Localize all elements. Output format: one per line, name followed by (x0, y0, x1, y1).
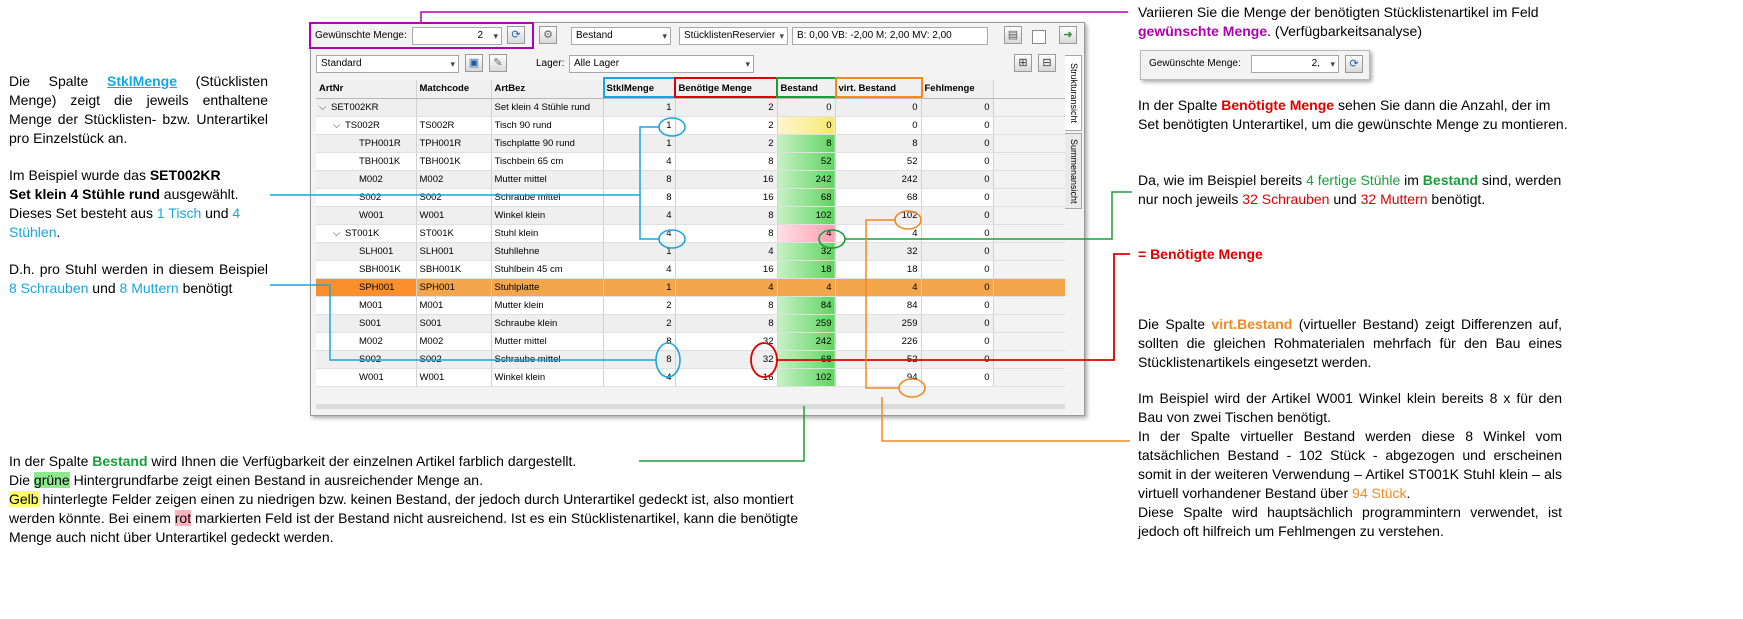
tab-structure-view[interactable]: Strukturansicht (1065, 55, 1082, 131)
refresh-icon[interactable]: ⟳ (507, 26, 525, 44)
expand-all-icon[interactable]: ⊞ (1014, 54, 1032, 72)
cell-ben[interactable]: 2 (675, 98, 777, 116)
col-needed-qty[interactable]: Benötige Menge (675, 80, 777, 98)
wished-qty-connector (421, 12, 1128, 23)
cell-bez[interactable]: Winkel klein (491, 368, 603, 386)
cell-stkl[interactable]: 4 (603, 368, 675, 386)
stklmenge-header-frame (604, 78, 675, 97)
cell-best[interactable]: 242 (777, 170, 835, 188)
cell-stkl[interactable]: 2 (603, 296, 675, 314)
cell-virt[interactable]: 84 (835, 296, 921, 314)
cell-virt[interactable]: 4 (835, 278, 921, 296)
tree-expander-icon[interactable]: ⌵ (333, 119, 341, 131)
artnr-text: S002 (359, 353, 382, 365)
cell-ben[interactable]: 16 (675, 260, 777, 278)
keyword-needed-qty: Benötigte Menge (1221, 97, 1335, 113)
cell-fehl[interactable]: 0 (921, 296, 993, 314)
chevron-down-icon: ▾ (450, 59, 455, 69)
artnr-text: TBH001K (359, 155, 401, 167)
cell-fehl[interactable]: 0 (921, 116, 993, 134)
ellipse-chair-stock (819, 230, 845, 248)
note-equals-needed: = Benötigte Menge (1138, 246, 1263, 262)
cell-best[interactable]: 0 (777, 116, 835, 134)
col-bestand[interactable]: Bestand (777, 80, 835, 98)
artnr-text: SLH001 (359, 245, 394, 257)
cell-stkl[interactable]: 1 (603, 278, 675, 296)
keyword-set-artnr: SET002KR (149, 167, 221, 183)
cell-stkl[interactable]: 1 (603, 242, 675, 260)
keyword-wished-qty: gewünschte Menge (1138, 23, 1268, 39)
cell-match[interactable]: M002 (416, 170, 491, 188)
cell-stkl[interactable]: 4 (603, 224, 675, 242)
artnr-text: TS002R (345, 119, 380, 131)
cell-virt[interactable]: 52 (835, 350, 921, 368)
collapse-all-icon[interactable]: ⊟ (1038, 54, 1056, 72)
artnr-text: SET002KR (331, 101, 379, 113)
cell-stkl[interactable]: 4 (603, 152, 675, 170)
cell-match[interactable]: S002 (416, 350, 491, 368)
cell-stkl[interactable]: 1 (603, 116, 675, 134)
artnr-text: S002 (359, 191, 382, 203)
cell-ben[interactable]: 8 (675, 224, 777, 242)
cell-ben[interactable]: 2 (675, 134, 777, 152)
note-w001-example: Im Beispiel wird der Artikel W001 Winkel klein bereits 8 x für den Bau von zwei Tischen benötigt. In der Spalte virtueller Bestand werden diese 8 Winkel vom tatsächlichen Bestand - 102 Stück - abgezogen und erscheinen somit in der weiteren Verwendung – Artikel ST001K Stuhl klein – als virtuell vorhandener Bestand über 94 Stück. Diese Spalte wird hauptsächlich programmintern verwendet, ist jedoch oft hilfreich um Fehlmengen zu verstehen. (1138, 390, 1562, 539)
keyword-stklmenge: StklMenge (106, 73, 177, 89)
cell-virt[interactable]: 32 (835, 242, 921, 260)
cell-virt[interactable]: 68 (835, 188, 921, 206)
cell-fehl[interactable]: 0 (921, 224, 993, 242)
cell-fehl[interactable]: 0 (921, 98, 993, 116)
cell-best[interactable]: 242 (777, 332, 835, 350)
cell-fehl[interactable]: 0 (921, 206, 993, 224)
eraser-icon[interactable]: ✎ (489, 54, 507, 72)
cell-bez[interactable]: Stuhl klein (491, 224, 603, 242)
cell-virt[interactable]: 52 (835, 152, 921, 170)
chevron-down-icon: ▾ (779, 31, 784, 41)
cell-best[interactable]: 8 (777, 134, 835, 152)
cell-bez[interactable]: Winkel klein (491, 206, 603, 224)
cell-fehl[interactable]: 0 (921, 332, 993, 350)
artnr-text: W001 (359, 209, 384, 221)
cell-ben[interactable]: 32 (675, 350, 777, 368)
ellipse-ts002r-stkl (659, 118, 685, 136)
cell-best[interactable]: 102 (777, 206, 835, 224)
cell-fehl[interactable]: 0 (921, 134, 993, 152)
cell-best[interactable]: 68 (777, 188, 835, 206)
ellipse-chair-screws (656, 343, 680, 377)
cell-match[interactable]: M001 (416, 296, 491, 314)
report-icon[interactable]: ▤ (1004, 26, 1022, 44)
cell-best[interactable]: 4 (777, 278, 835, 296)
needed-qty-header-frame (675, 78, 777, 97)
cell-virt[interactable]: 8 (835, 134, 921, 152)
artnr-text: SBH001K (359, 263, 401, 275)
artnr-text: S001 (359, 317, 382, 329)
artnr-text: M002 (359, 335, 383, 347)
cell-bez[interactable]: Stuhlplatte (491, 278, 603, 296)
cell-stkl[interactable]: 1 (603, 98, 675, 116)
cell-bez[interactable]: Mutter klein (491, 296, 603, 314)
settings-gear-icon[interactable]: ⚙ (539, 26, 557, 44)
cell-virt[interactable]: 0 (835, 98, 921, 116)
col-artbez[interactable]: ArtBez (491, 80, 603, 98)
cell-match[interactable]: TS002R (416, 116, 491, 134)
wished-qty-frame (310, 23, 533, 48)
col-artnr[interactable]: ArtNr (316, 80, 416, 98)
stock-type-select[interactable]: Bestand ▾ (571, 27, 671, 45)
artnr-text: TPH001R (359, 137, 401, 149)
col-matchcode[interactable]: Matchcode (416, 80, 491, 98)
warehouse-select[interactable]: Alle Lager ▾ (569, 55, 754, 73)
cell-bez[interactable]: Mutter mittel (491, 170, 603, 188)
cell-best[interactable]: 52 (777, 152, 835, 170)
cell-ben[interactable]: 8 (675, 206, 777, 224)
wished-qty-input[interactable]: 2 ▾ (412, 27, 502, 45)
note-virt-bestand: Die Spalte virt.Bestand (virtueller Bestand) zeigt Differenzen auf, sollten die gleichen Rohmaterialen mehrfach für den Bau eines Stücklistenartikels eingesetzt werden. (1138, 316, 1562, 370)
cell-bez[interactable]: Mutter mittel (491, 332, 603, 350)
artnr-text: M002 (359, 173, 383, 185)
cell-virt[interactable]: 242 (835, 170, 921, 188)
cell-match[interactable]: SPH001 (416, 278, 491, 296)
cell-fehl[interactable]: 0 (921, 170, 993, 188)
export-icon[interactable]: ➜ (1059, 26, 1077, 44)
cell-best[interactable]: 259 (777, 314, 835, 332)
cell-virt[interactable]: 0 (835, 116, 921, 134)
keyword-bestand: Bestand (92, 453, 148, 469)
cell-best[interactable]: 18 (777, 260, 835, 278)
artnr-text: SPH001 (359, 281, 395, 293)
cell-ben[interactable]: 8 (675, 314, 777, 332)
cell-ben[interactable]: 8 (675, 296, 777, 314)
tab-sum-view[interactable]: Summenansicht (1064, 133, 1082, 209)
artnr-text: ST001K (345, 227, 380, 239)
cell-stkl[interactable]: 8 (603, 170, 675, 188)
ellipse-needed-32 (751, 343, 777, 377)
cell-bez[interactable]: Tisch 90 rund (491, 116, 603, 134)
ellipse-st001k-stkl (659, 230, 685, 248)
bestand-header-frame (777, 78, 836, 97)
cell-match[interactable]: TBH001K (416, 152, 491, 170)
cell-ben[interactable]: 4 (675, 278, 777, 296)
cell-stkl[interactable]: 4 (603, 206, 675, 224)
cell-stkl[interactable]: 4 (603, 260, 675, 278)
note-bestand-colors: In der Spalte Bestand wird Ihnen die Verfügbarkeit der einzelnen Artikel farblich dargestellt. Die grüne Hintergrundfarbe zeigt einen Bestand in ausreichender Menge an. Gelb hinterlegte Felder zeigen einen zu niedrigen bzw. keinen Bestand, der jedoch durch Unterartikel gedeckt ist, also montiert werden könnte. Bei einem rot markierten Feld ist der Bestand nicht ausreichend. Ist es ein Stücklistenartikel, kann die benötigte Menge auch nicht über Unterartikel gedeckt werden. (9, 453, 799, 545)
cell-fehl[interactable]: 0 (921, 152, 993, 170)
cell-virt[interactable]: 94 (835, 368, 921, 386)
cell-stkl[interactable]: 8 (603, 350, 675, 368)
cell-bez[interactable]: Tischplatte 90 rund (491, 134, 603, 152)
cell-bez[interactable]: Set klein 4 Stühle rund (491, 98, 603, 116)
ellipse-virt-102 (895, 211, 921, 229)
cell-virt[interactable]: 226 (835, 332, 921, 350)
cell-fehl[interactable]: 0 (921, 350, 993, 368)
cell-bez[interactable]: Stuhlbein 45 cm (491, 260, 603, 278)
cell-ben[interactable]: 4 (675, 242, 777, 260)
cell-best[interactable]: 32 (777, 242, 835, 260)
cell-ben[interactable]: 8 (675, 152, 777, 170)
cell-match[interactable]: W001 (416, 368, 491, 386)
cell-fehl[interactable]: 0 (921, 188, 993, 206)
note-needed-qty: In der Spalte Benötigte Menge sehen Sie dann die Anzahl, der im Set benötigten Unterartikel, um die gewünschte Menge zu montieren. (1138, 97, 1568, 132)
col-virt-bestand[interactable]: virt. Bestand (835, 80, 921, 98)
note-wished-qty: Variieren Sie die Menge der benötigten Stücklistenartikel im Feld gewünschte Menge. (Verfügbarkeitsanalyse) (1138, 4, 1539, 39)
cell-stkl[interactable]: 8 (603, 188, 675, 206)
cell-fehl[interactable]: 0 (921, 260, 993, 278)
save-icon[interactable]: ▣ (465, 54, 483, 72)
cell-match[interactable]: S002 (416, 188, 491, 206)
tree-expander-icon[interactable]: ⌵ (333, 227, 341, 239)
note-finished-chairs: Da, wie im Beispiel bereits 4 fertige Stühle im Bestand sind, werden nur noch jeweils 32 Schrauben und 32 Muttern benötigt. (1138, 172, 1562, 207)
cell-ben[interactable]: 16 (675, 368, 777, 386)
cell-match[interactable]: ST001K (416, 224, 491, 242)
note-per-chair: D.h. pro Stuhl werden in diesem Beispiel 8 Schrauben und 8 Muttern benötigt (9, 261, 268, 296)
cell-best[interactable]: 68 (777, 350, 835, 368)
keyword-set-name: Set klein 4 Stühle rund (9, 186, 160, 202)
note-set-example: Im Beispiel wurde das SET002KR Set klein 4 Stühle rund ausgewählt. Dieses Set besteht aus 1 Tisch und 4 Stühlen. (9, 167, 241, 240)
artnr-text: W001 (359, 371, 384, 383)
note-stklmenge: Die Spalte StklMenge (Stücklisten Menge) zeigt die jeweils enthaltene Menge der Stücklisten- bzw. Unterartikel pro Einzelstück an. (9, 73, 268, 146)
cell-best[interactable]: 84 (777, 296, 835, 314)
cell-best[interactable]: 0 (777, 98, 835, 116)
cell-ben[interactable]: 32 (675, 332, 777, 350)
cell-fehl[interactable]: 0 (921, 242, 993, 260)
cell-bez[interactable]: Schraube mittel (491, 188, 603, 206)
cell-best[interactable]: 102 (777, 368, 835, 386)
chevron-down-icon: ▾ (493, 31, 498, 41)
cell-fehl[interactable]: 0 (921, 278, 993, 296)
mini-qty-input[interactable]: 2, ▾ (1251, 55, 1339, 73)
cell-bez[interactable]: Schraube mittel (491, 350, 603, 368)
cell-match[interactable]: TPH001R (416, 134, 491, 152)
cell-bez[interactable]: Tischbein 65 cm (491, 152, 603, 170)
cell-match[interactable]: W001 (416, 206, 491, 224)
warehouse-label: Lager: (536, 58, 565, 69)
cell-ben[interactable]: 16 (675, 170, 777, 188)
col-fehlmenge[interactable]: Fehlmenge (921, 80, 993, 98)
chevron-down-icon: ▾ (662, 31, 667, 41)
cell-stkl[interactable]: 2 (603, 314, 675, 332)
tree-expander-icon[interactable]: ⌵ (319, 101, 327, 113)
cell-match[interactable]: M002 (416, 332, 491, 350)
cell-bez[interactable]: Schraube klein (491, 314, 603, 332)
view-select[interactable]: Standard ▾ (316, 55, 459, 73)
reservation-select[interactable]: StücklistenReservier ▾ (679, 27, 788, 45)
chevron-down-icon: ▾ (745, 59, 750, 69)
summary-field: B: 0,00 VB: -2,00 M: 2,00 MV: 2,00 (792, 27, 988, 45)
mini-qty-label: Gewünschte Menge: (1149, 58, 1241, 69)
wished-qty-label: Gewünschte Menge: (315, 30, 407, 41)
cell-match[interactable]: SBH001K (416, 260, 491, 278)
cell-fehl[interactable]: 0 (921, 368, 993, 386)
cell-virt[interactable]: 259 (835, 314, 921, 332)
cell-best[interactable]: 4 (777, 224, 835, 242)
cell-match[interactable]: SLH001 (416, 242, 491, 260)
cell-match[interactable]: S001 (416, 314, 491, 332)
cell-stkl[interactable]: 8 (603, 332, 675, 350)
artnr-text: M001 (359, 299, 383, 311)
cell-bez[interactable]: Stuhllehne (491, 242, 603, 260)
cell-virt[interactable]: 4 (835, 224, 921, 242)
chevron-down-icon: ▾ (1330, 59, 1335, 69)
keyword-virt-bestand: virt.Bestand (1211, 316, 1293, 332)
cell-virt[interactable]: 102 (835, 206, 921, 224)
cell-fehl[interactable]: 0 (921, 314, 993, 332)
cell-ben[interactable]: 2 (675, 116, 777, 134)
refresh-icon[interactable]: ⟳ (1345, 55, 1363, 73)
cell-stkl[interactable]: 1 (603, 134, 675, 152)
ellipse-virt-94 (899, 379, 925, 397)
col-stklmenge[interactable]: StklMenge (603, 80, 675, 98)
cell-ben[interactable]: 16 (675, 188, 777, 206)
virt-bestand-header-frame (836, 78, 922, 97)
cell-virt[interactable]: 18 (835, 260, 921, 278)
